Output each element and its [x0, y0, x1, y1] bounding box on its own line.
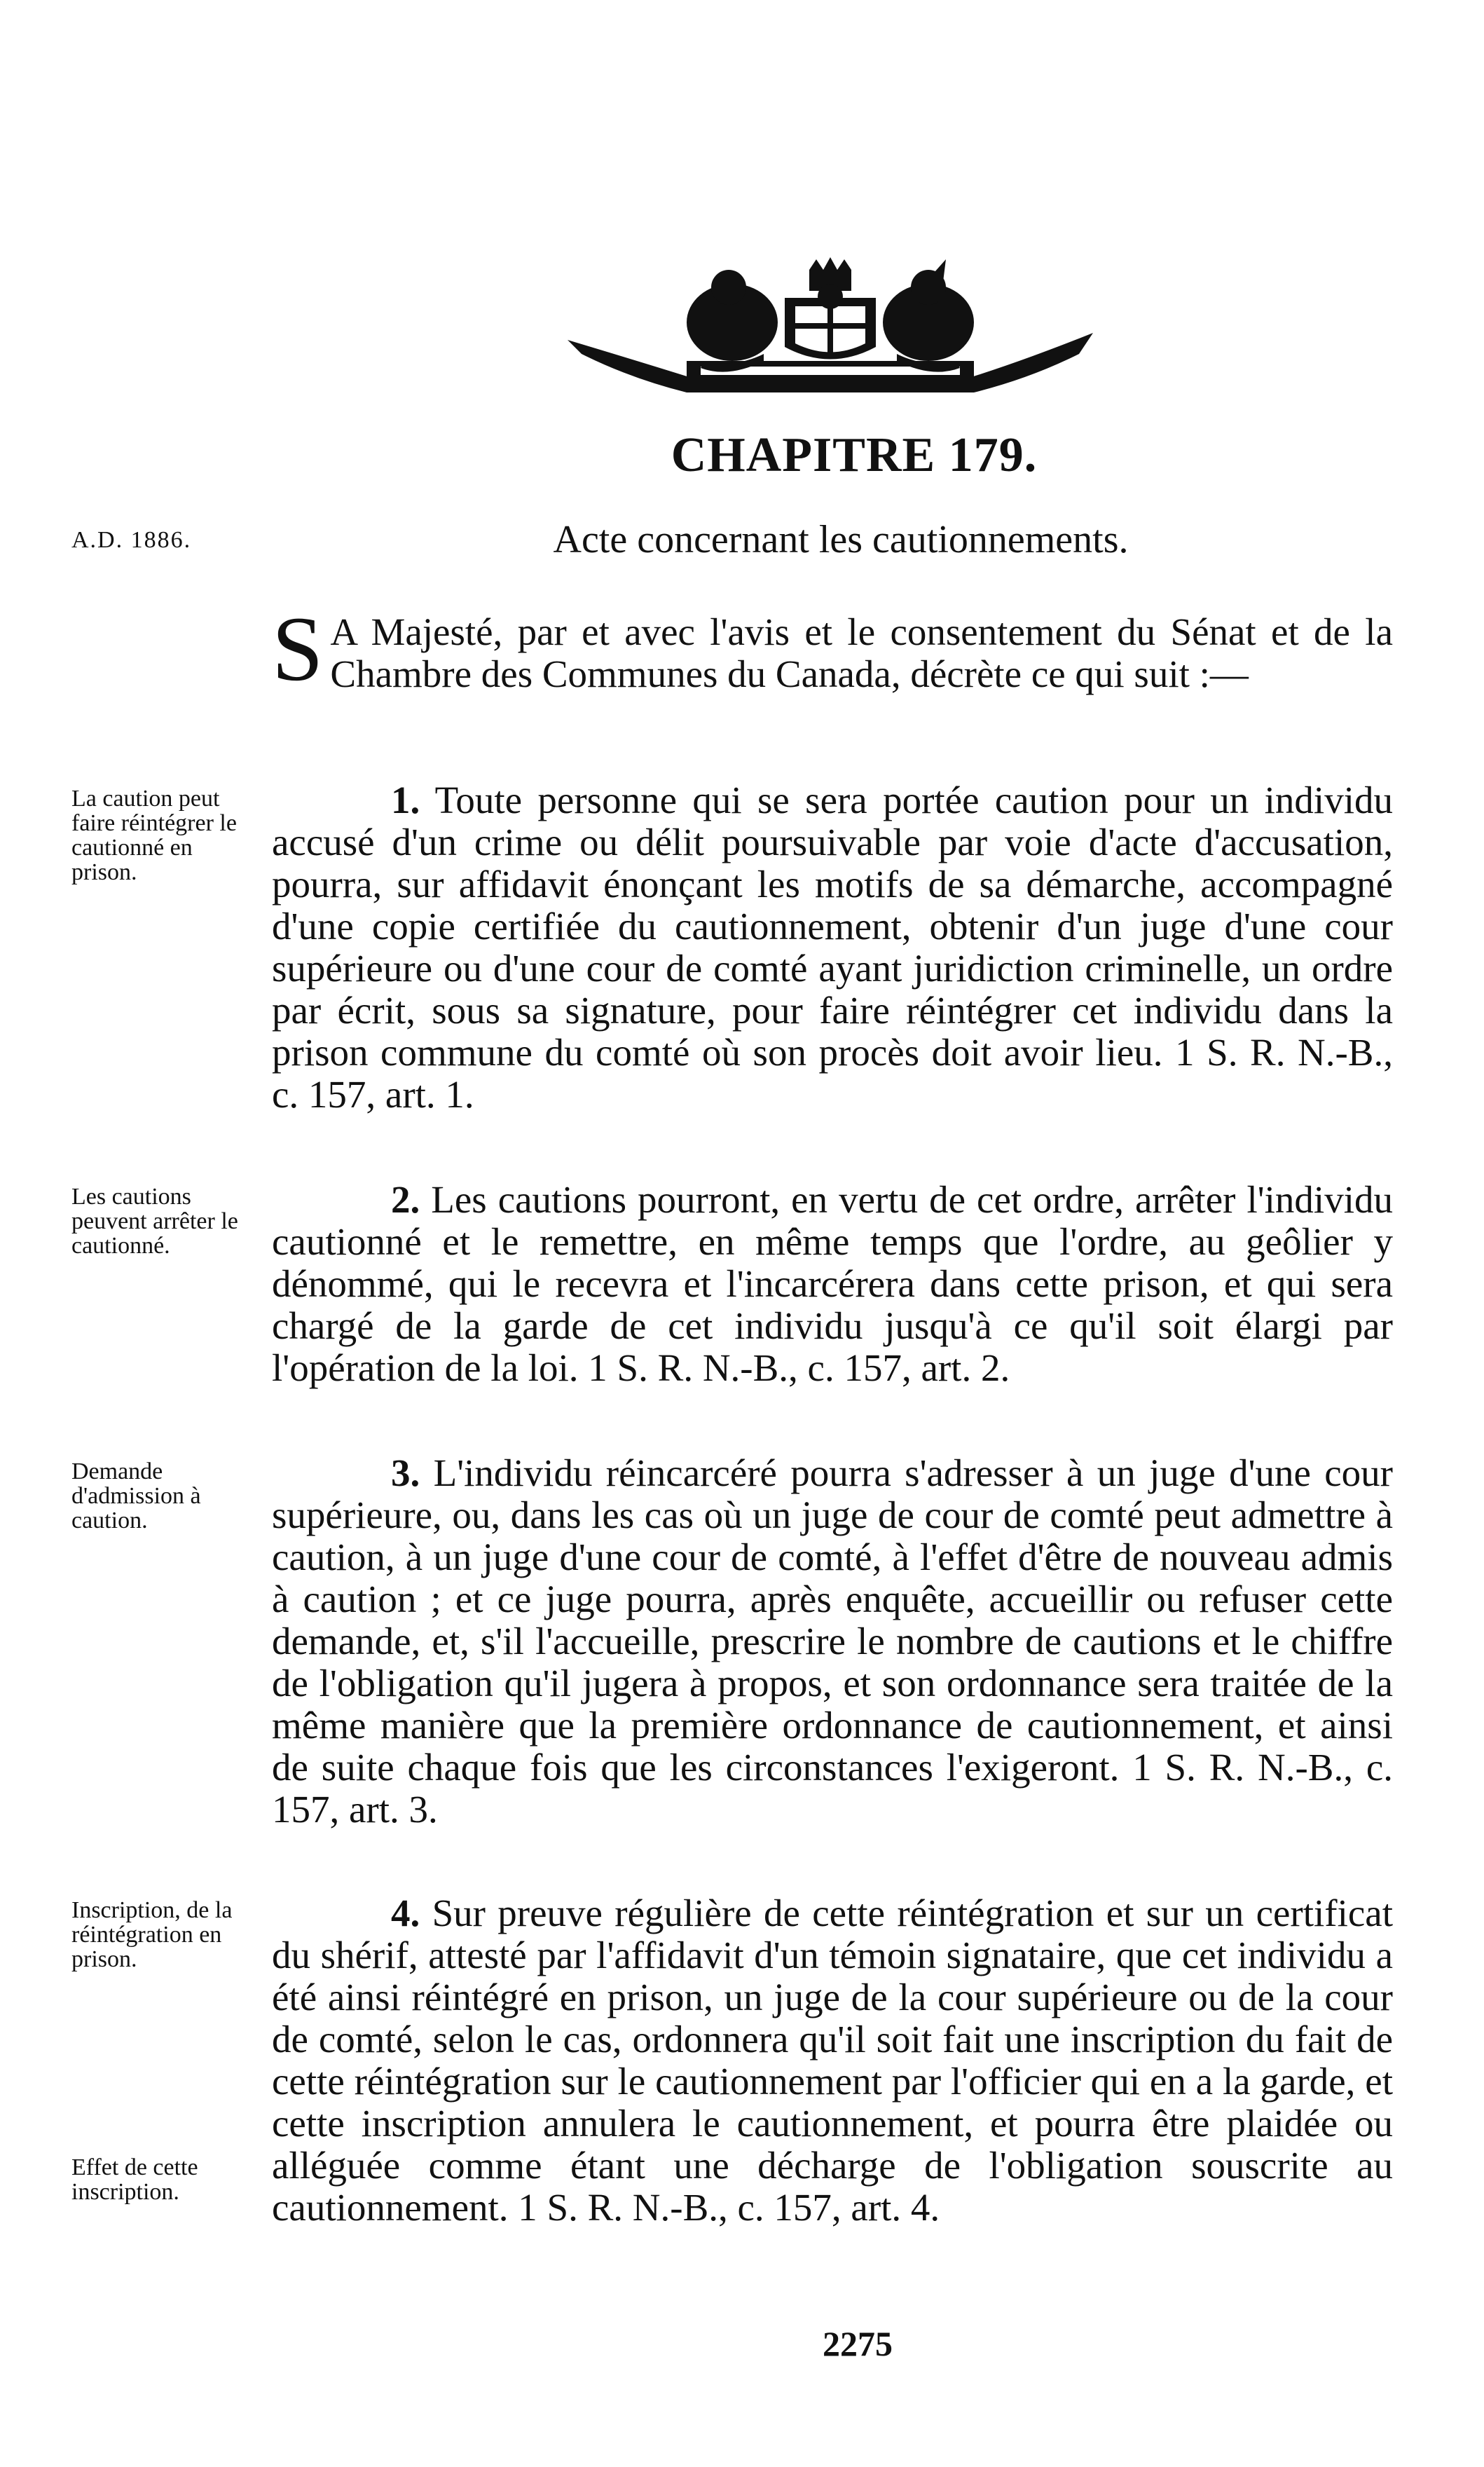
article-text: Les cautions pourront, en vertu de cet ordre, arrêter l'individu cautionné et le remettre, en même temps que l'ordre, au geôlier y dénommé, qui le recevra et l'incarcérera dans cette prison, et qui sera chargé de la garde de cet individu jusqu'à ce qu'il soit élargi par l'opération de la loi. 1 S. R. N.-B., c. 157, art. 2. [272, 1178, 1393, 1389]
article-3 [272, 1452, 1393, 1831]
enacting-clause [272, 597, 1393, 700]
royal-coat-of-arms-emblem [554, 256, 1107, 396]
act-title: Acte concernant les cautionnements. [553, 518, 1129, 561]
article-number: 2. [391, 1178, 420, 1221]
drop-cap: S [272, 597, 324, 700]
article-1 [272, 779, 1393, 1116]
article-number: 1. [391, 779, 420, 821]
margin-note-2: Les cautions peuvent arrêter le cautionné. [71, 1184, 238, 1259]
enacting-text: A Majesté, par et avec l'avis et le consentement du Sénat et de la Chambre des Communes du Canada, décrète ce qui suit :— [330, 610, 1393, 695]
page-number: 2275 [823, 2324, 893, 2363]
article-text: Sur preuve régulière de cette réintégration et sur un certificat du shérif, attesté par l'affidavit d'un témoin signataire, que cet individu a été ainsi réintégré en prison, un juge de la cour supérieure ou de la cour de comté, selon le cas, ordonnera qu'il soit fait une inscription du fait de cette réintégration sur le cautionnement par l'officier qui en a la garde, et cette inscription annulera le cautionnement, et pourra être plaidée ou alléguée comme étant une décharge de l'obligation souscrite au cautionnement. 1 S. R. N.-B., c. 157, art. 4. [272, 1892, 1393, 2229]
article-text: L'individu réincarcéré pourra s'adresser à un juge d'une cour supérieure, ou, dans les cas où un juge de cour de comté peut admettre à caution, à un juge d'une cour de comté, à l'effet d'être de nouveau admis à caution ; et ce juge pourra, après enquête, accueillir ou refuser cette demande, et, s'il l'accueille, prescrire le nombre de cautions et le chiffre de l'obligation qu'il jugera à propos, et son ordonnance sera traitée de la même manière que la première ordonnance de cautionnement, et ainsi de suite chaque fois que les circonstances l'exigeront. 1 S. R. N.-B., c. 157, art. 3. [272, 1451, 1394, 1831]
margin-note-1: La caution peut faire réintégrer le cautionné en prison. [71, 786, 237, 885]
article-number: 3. [391, 1451, 420, 1494]
article-4 [272, 1892, 1393, 2229]
margin-note-3: Demande d'admission à caution. [71, 1458, 201, 1533]
chapter-title: CHAPITRE 179. [671, 428, 1038, 482]
article-text: Toute personne qui se sera portée caution pour un individu accusé d'un crime ou délit poursuivable par voie d'acte d'accusation, pourra, sur affidavit énonçant les motifs de sa démarche, accompagné d'une copie certifiée du cautionnement, obtenir d'un juge d'une cour supérieure ou d'une cour de comté ayant juridiction criminelle, un ordre par écrit, sous sa signature, pour faire réintégrer cet individu dans la prison commune du comté où son procès doit avoir lieu. 1 S. R. N.-B., c. 157, art. 1. [272, 779, 1393, 1116]
margin-note-4: Inscription, de la réintégration en prison. [71, 1897, 233, 1972]
article-2 [272, 1179, 1393, 1389]
margin-note-5: Effet de cette inscription. [71, 2154, 198, 2205]
year-note: A.D. 1886. [71, 527, 192, 553]
article-number: 4. [391, 1892, 420, 1934]
